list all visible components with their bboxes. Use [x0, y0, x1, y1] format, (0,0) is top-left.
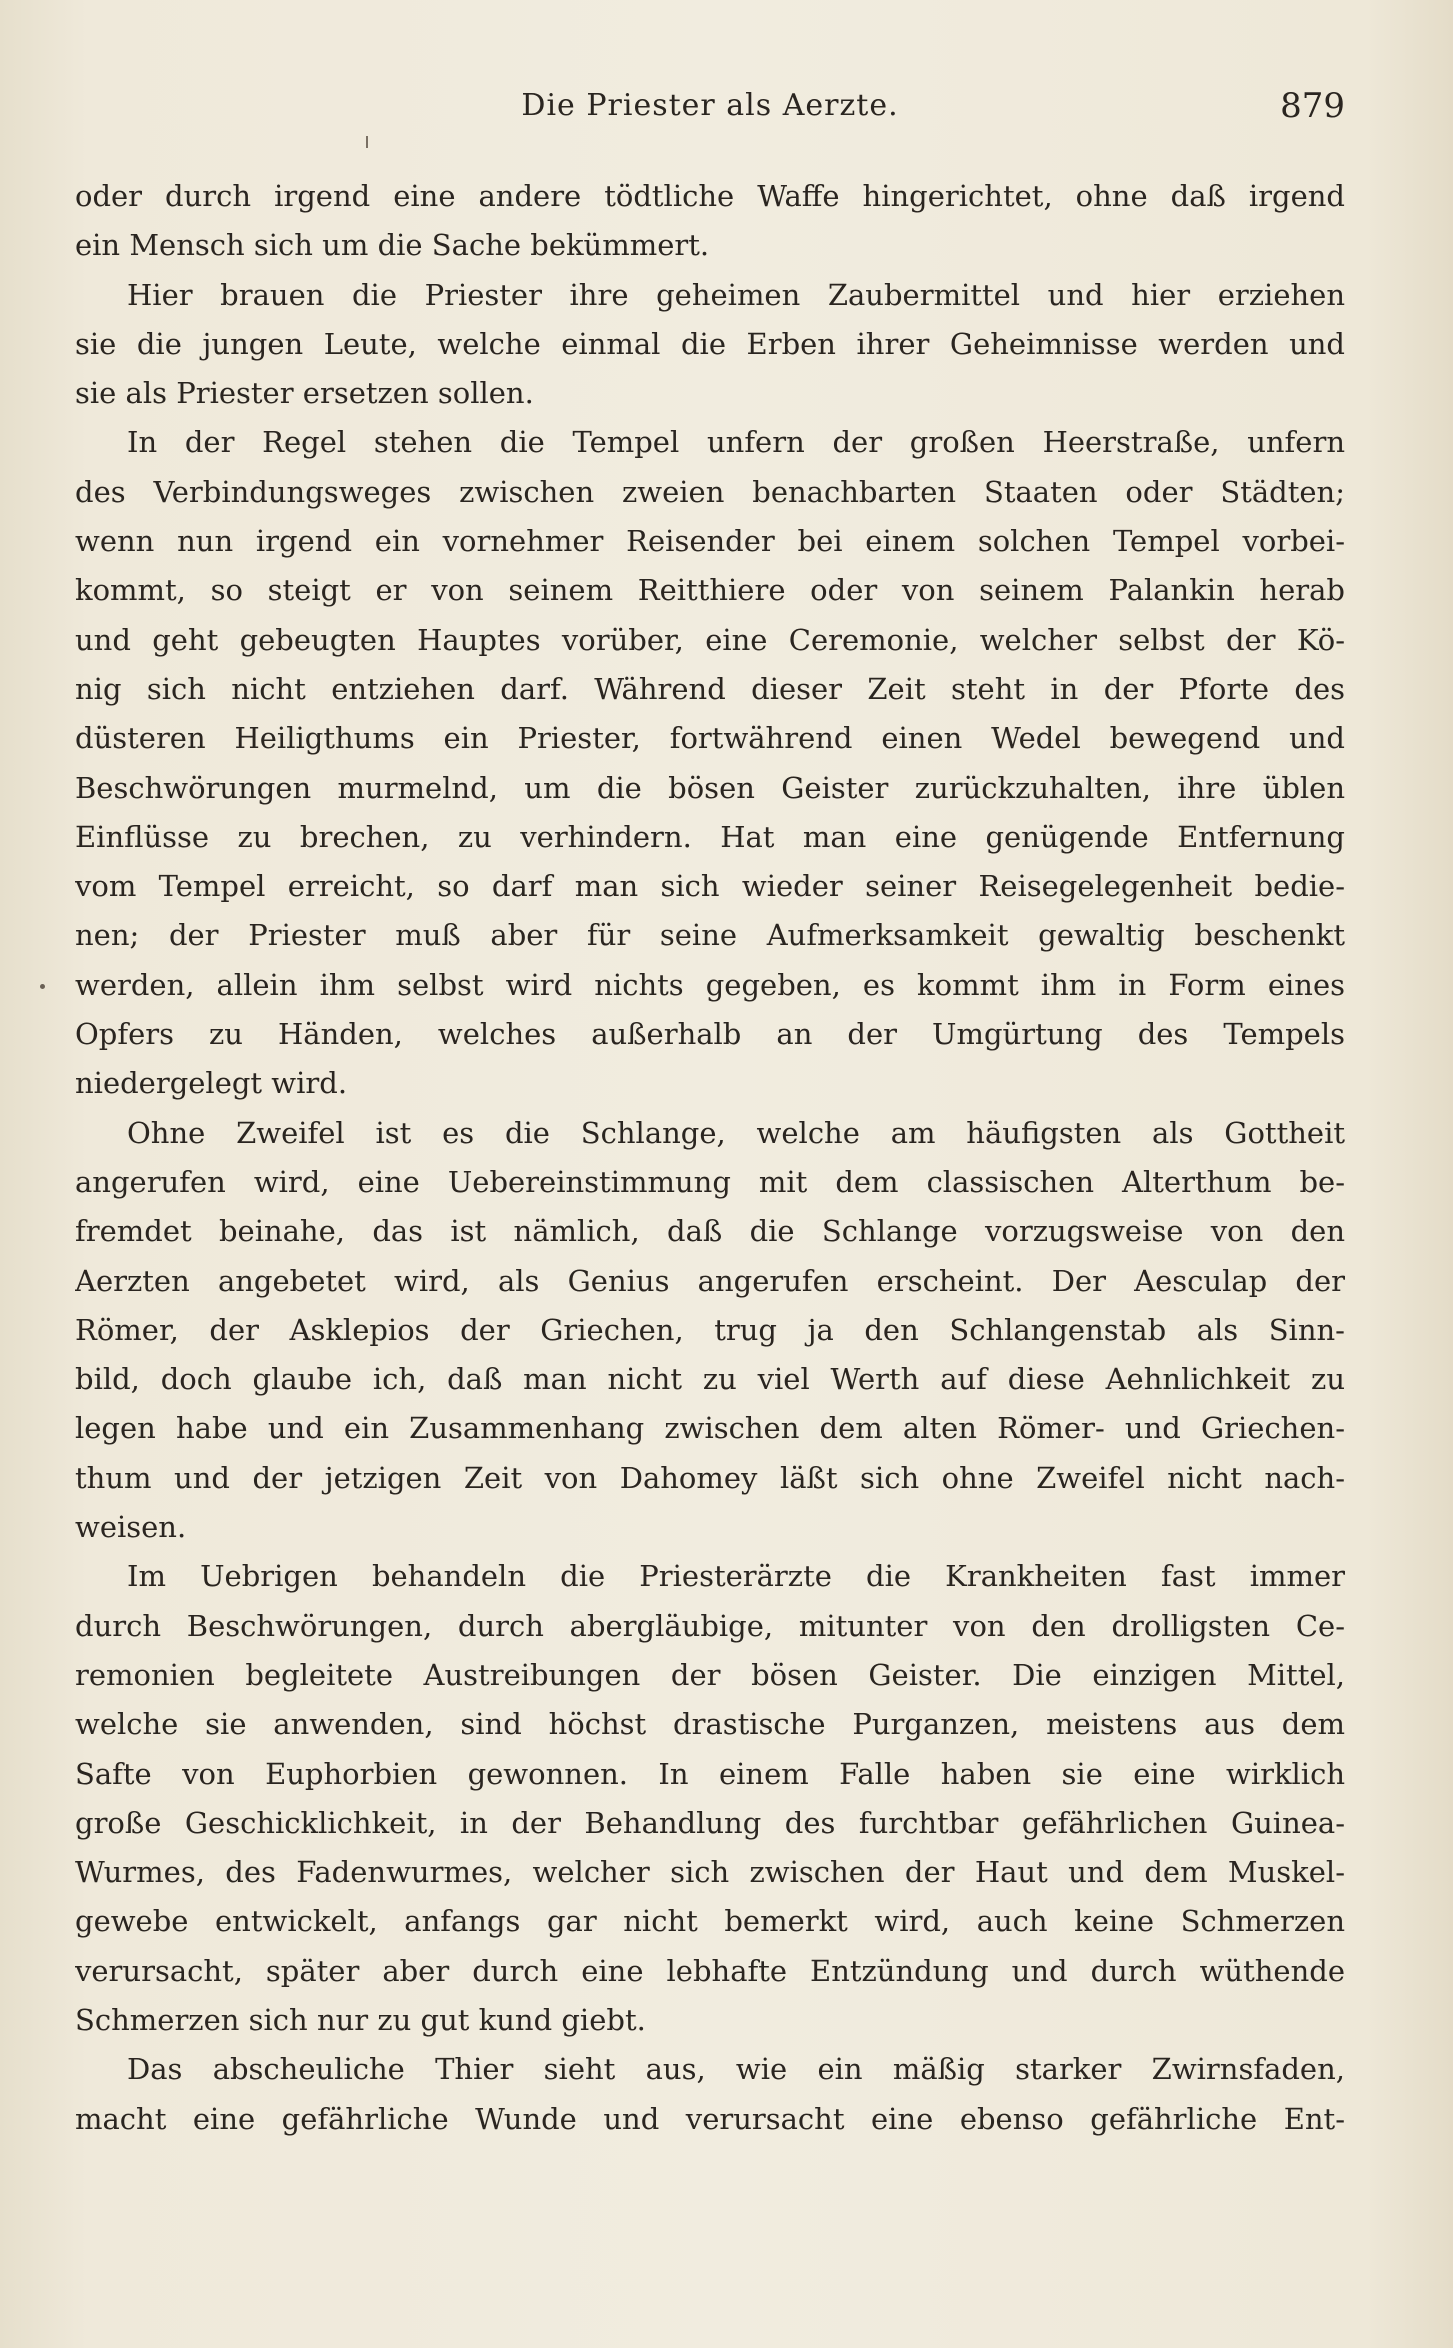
- text-line: Beschwörungen murmelnd, um die bösen Geister zurückzuhalten, ihre üblen: [75, 770, 1345, 805]
- text-line: Opfers zu Händen, welches außerhalb an der Umgürtung des Tempels: [75, 1017, 1345, 1052]
- text-line: macht eine gefährliche Wunde und verursacht eine ebenso gefährliche Ent-: [75, 2101, 1345, 2136]
- text-line: kommt, so steigt er von seinem Reitthiere oder von seinem Palankin herab: [75, 573, 1345, 608]
- text-line: ein Mensch sich um die Sache bekümmert.: [75, 228, 710, 263]
- text-line: oder durch irgend eine andere tödtliche Waffe hingerichtet, ohne daß irgend: [75, 179, 1345, 213]
- text-line: Aerzten angebetet wird, als Genius angerufen erscheint. Der Aesculap der: [75, 1263, 1345, 1298]
- text-line: und geht gebeugten Hauptes vorüber, eine Ceremonie, welcher selbst der Kö-: [75, 622, 1345, 657]
- text-line: werden, allein ihm selbst wird nichts gegeben, es kommt ihm in Form eines: [75, 967, 1345, 1002]
- text-line: Safte von Euphorbien gewonnen. In einem Falle haben sie eine wirklich: [75, 1756, 1345, 1791]
- paragraph: [75, 418, 1345, 1108]
- text-line: Im Uebrigen behandeln die Priesterärzte die Krankheiten fast immer: [127, 1559, 1345, 1594]
- text-line: des Verbindungsweges zwischen zweien benachbarten Staaten oder Städten;: [75, 474, 1345, 509]
- text-line: welche sie anwenden, sind höchst drastische Purganzen, meistens aus dem: [75, 1707, 1345, 1742]
- text-line: Wurmes, des Fadenwurmes, welcher sich zwischen der Haut und dem Muskel-: [75, 1855, 1345, 1890]
- paragraph: [75, 2045, 1345, 2144]
- text-line: Das abscheuliche Thier sieht aus, wie ein mäßig starker Zwirnsfaden,: [127, 2052, 1345, 2087]
- body-text: [75, 172, 1345, 2144]
- text-line: legen habe und ein Zusammenhang zwischen dem alten Römer- und Griechen-: [75, 1411, 1345, 1446]
- text-line: Hier brauen die Priester ihre geheimen Zaubermittel und hier erziehen: [127, 277, 1345, 312]
- paragraph: [75, 1552, 1345, 2045]
- paragraph: [75, 1109, 1345, 1553]
- text-line: fremdet beinahe, das ist nämlich, daß die Schlange vorzugsweise von den: [75, 1214, 1345, 1249]
- text-line: Römer, der Asklepios der Griechen, trug ja den Schlangenstab als Sinn-: [75, 1312, 1345, 1347]
- text-line: nen; der Priester muß aber für seine Aufmerksamkeit gewaltig beschenkt: [75, 918, 1345, 953]
- text-line: niedergelegt wird.: [75, 1066, 348, 1101]
- text-line: große Geschicklichkeit, in der Behandlung des furchtbar gefährlichen Guinea-: [75, 1805, 1345, 1840]
- text-line: sie als Priester ersetzen sollen.: [75, 376, 534, 411]
- text-line: bild, doch glaube ich, daß man nicht zu viel Werth auf diese Aehnlichkeit zu: [75, 1362, 1345, 1397]
- running-head-title: Die Priester als Aerzte.: [521, 88, 899, 123]
- paragraph: [75, 172, 1345, 271]
- text-line: weisen.: [75, 1510, 187, 1545]
- page-number: 879: [1280, 86, 1345, 126]
- text-line: angerufen wird, eine Uebereinstimmung mit dem classischen Alterthum be-: [75, 1164, 1345, 1199]
- text-line: In der Regel stehen die Tempel unfern der großen Heerstraße, unfern: [127, 425, 1345, 460]
- text-line: Einflüsse zu brechen, zu verhindern. Hat man eine genügende Entfernung: [75, 819, 1345, 854]
- print-mark: [366, 136, 368, 148]
- text-line: thum und der jetzigen Zeit von Dahomey läßt sich ohne Zweifel nicht nach-: [75, 1460, 1345, 1495]
- text-line: nig sich nicht entziehen darf. Während dieser Zeit steht in der Pforte des: [75, 671, 1345, 706]
- text-line: sie die jungen Leute, welche einmal die Erben ihrer Geheimnisse werden und: [75, 326, 1345, 361]
- paragraph: [75, 271, 1345, 419]
- text-line: wenn nun irgend ein vornehmer Reisender bei einem solchen Tempel vorbei-: [75, 524, 1345, 559]
- text-line: durch Beschwörungen, durch abergläubige, mitunter von den drolligsten Ce-: [75, 1608, 1345, 1643]
- text-line: verursacht, später aber durch eine lebhafte Entzündung und durch wüthende: [75, 1953, 1345, 1988]
- text-line: Schmerzen sich nur zu gut kund giebt.: [75, 2002, 646, 2037]
- text-line: gewebe entwickelt, anfangs gar nicht bemerkt wird, auch keine Schmerzen: [75, 1904, 1345, 1939]
- text-line: remonien begleitete Austreibungen der bösen Geister. Die einzigen Mittel,: [75, 1657, 1345, 1692]
- text-line: vom Tempel erreicht, so darf man sich wieder seiner Reisegelegenheit bedie-: [75, 869, 1345, 904]
- text-line: Ohne Zweifel ist es die Schlange, welche am häufigsten als Gottheit: [127, 1115, 1345, 1150]
- text-line: düsteren Heiligthums ein Priester, fortwährend einen Wedel bewegend und: [75, 721, 1345, 756]
- margin-ink-dot: [40, 984, 45, 989]
